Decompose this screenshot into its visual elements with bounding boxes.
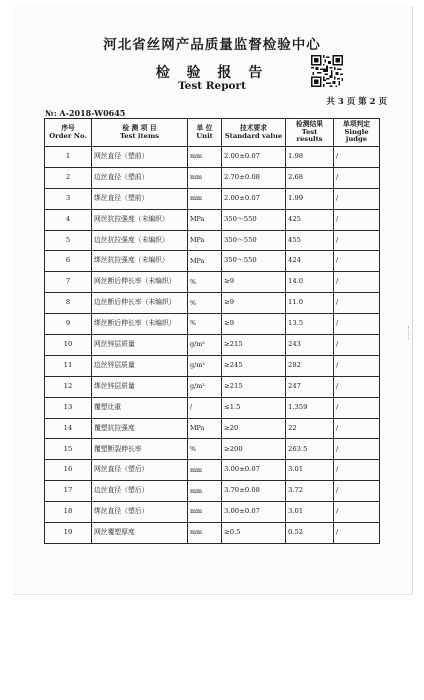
column-header-order-no: [45, 119, 92, 147]
test-result-cell: 263.5: [286, 439, 334, 460]
test-result-cell: 11.0: [286, 293, 334, 314]
single-judge-cell: /: [334, 251, 380, 272]
header-en: Test results: [296, 127, 323, 144]
unit-cell: mm: [188, 481, 222, 502]
test-item-cell: 网丝直径（塑后）: [92, 460, 188, 481]
header-en: Unit: [196, 131, 213, 140]
standard-value-cell: 350～550: [222, 251, 286, 272]
test-item-cell: 边丝直径（塑前）: [92, 167, 188, 188]
header-cn: 序号: [61, 123, 75, 132]
test-result-cell: 2.68: [286, 167, 334, 188]
single-judge-cell: /: [334, 376, 380, 397]
unit-cell: mm: [188, 502, 222, 523]
column-header-single-judge: [334, 119, 380, 147]
order-no-cell: 7: [45, 272, 92, 293]
order-no-cell: 1: [45, 147, 92, 168]
test-item-cell: 绑丝抗拉强度（未编织）: [92, 251, 188, 272]
order-no-cell: 4: [45, 209, 92, 230]
test-result-cell: 247: [286, 376, 334, 397]
single-judge-cell: /: [334, 314, 380, 335]
test-result-cell: 3.72: [286, 481, 334, 502]
test-result-cell: 0.52: [286, 523, 334, 544]
standard-value-cell: 2.00±0.07: [222, 147, 286, 168]
single-judge-cell: /: [334, 209, 380, 230]
test-result-cell: 424: [286, 251, 334, 272]
test-result-cell: 22: [286, 418, 334, 439]
table-row: [45, 272, 380, 293]
unit-cell: mm: [188, 167, 222, 188]
order-no-cell: 13: [45, 397, 92, 418]
single-judge-cell: /: [334, 188, 380, 209]
unit-cell: mm: [188, 523, 222, 544]
table-row: [45, 502, 380, 523]
unit-cell: %: [188, 439, 222, 460]
standard-value-cell: 350～550: [222, 230, 286, 251]
standard-value-cell: ≥9: [222, 314, 286, 335]
unit-cell: MPa: [188, 418, 222, 439]
table-row: [45, 188, 380, 209]
standard-value-cell: 350～550: [222, 209, 286, 230]
scan-mark: [408, 326, 412, 340]
page-indicator: 共 3 页 第 2 页: [326, 97, 387, 107]
test-item-cell: 边丝断后伸长率（未编织）: [92, 293, 188, 314]
standard-value-cell: 3.00±0.07: [222, 502, 286, 523]
table-row: [45, 167, 380, 188]
test-item-cell: 绑丝直径（塑前）: [92, 188, 188, 209]
standard-value-cell: ≥200: [222, 439, 286, 460]
standard-value-cell: 3.00±0.07: [222, 460, 286, 481]
test-result-cell: 3.01: [286, 502, 334, 523]
single-judge-cell: /: [334, 293, 380, 314]
test-result-cell: 14.0: [286, 272, 334, 293]
report-title-en: Test Report: [178, 80, 246, 92]
order-no-cell: 11: [45, 355, 92, 376]
single-judge-cell: /: [334, 147, 380, 168]
table-row: [45, 314, 380, 335]
single-judge-cell: /: [334, 460, 380, 481]
header-cn: 技术要求: [239, 123, 268, 132]
test-item-cell: 绑丝直径（塑后）: [92, 502, 188, 523]
single-judge-cell: /: [334, 397, 380, 418]
single-judge-cell: /: [334, 355, 380, 376]
standard-value-cell: ≥9: [222, 272, 286, 293]
unit-cell: MPa: [188, 251, 222, 272]
test-item-cell: 绑丝断后伸长率（未编织）: [92, 314, 188, 335]
order-no-cell: 18: [45, 502, 92, 523]
standard-value-cell: ≥20: [222, 418, 286, 439]
test-result-cell: 455: [286, 230, 334, 251]
single-judge-cell: /: [334, 439, 380, 460]
column-header-standard-value: [222, 119, 286, 147]
standard-value-cell: 2.70±0.08: [222, 167, 286, 188]
order-no-cell: 6: [45, 251, 92, 272]
test-item-cell: 边丝直径（塑后）: [92, 481, 188, 502]
table-row: [45, 147, 380, 168]
unit-cell: MPa: [188, 209, 222, 230]
column-header-test-results: [286, 119, 334, 147]
single-judge-cell: /: [334, 230, 380, 251]
table-row: [45, 523, 380, 544]
test-item-cell: 覆塑抗拉强度: [92, 418, 188, 439]
table-row: [45, 355, 380, 376]
single-judge-cell: /: [334, 418, 380, 439]
unit-cell: g/m²: [188, 355, 222, 376]
order-no-cell: 16: [45, 460, 92, 481]
unit-cell: mm: [188, 188, 222, 209]
single-judge-cell: /: [334, 167, 380, 188]
unit-cell: g/m²: [188, 335, 222, 356]
single-judge-cell: /: [334, 502, 380, 523]
table-row: [45, 481, 380, 502]
order-no-cell: 19: [45, 523, 92, 544]
standard-value-cell: ≤1.5: [222, 397, 286, 418]
column-header-test-items: [92, 119, 188, 147]
test-item-cell: 网丝抗拉强度（未编织）: [92, 209, 188, 230]
column-header-unit: [188, 119, 222, 147]
report-number: №: A-2018-W0645: [45, 108, 126, 118]
test-item-cell: 边丝抗拉强度（未编织）: [92, 230, 188, 251]
test-item-cell: 覆塑断裂伸长率: [92, 439, 188, 460]
test-result-cell: 243: [286, 335, 334, 356]
test-item-cell: 绑丝锌层质量: [92, 376, 188, 397]
header-en: Order No.: [49, 131, 87, 140]
table-row: [45, 460, 380, 481]
table-row: [45, 293, 380, 314]
single-judge-cell: /: [334, 335, 380, 356]
unit-cell: mm: [188, 460, 222, 481]
test-result-cell: 282: [286, 355, 334, 376]
table-header-row: [45, 119, 380, 147]
test-result-cell: 425: [286, 209, 334, 230]
table-row: [45, 439, 380, 460]
order-no-cell: 10: [45, 335, 92, 356]
standard-value-cell: ≥9: [222, 293, 286, 314]
unit-cell: %: [188, 293, 222, 314]
unit-cell: /: [188, 397, 222, 418]
test-result-cell: 1.99: [286, 188, 334, 209]
organization-name: 河北省丝网产品质量监督检验中心: [103, 37, 321, 53]
standard-value-cell: ≥215: [222, 335, 286, 356]
table-row: [45, 209, 380, 230]
header-cn: 检测结果: [295, 119, 324, 128]
unit-cell: mm: [188, 147, 222, 168]
test-result-cell: 1.359: [286, 397, 334, 418]
table-row: [45, 397, 380, 418]
test-item-cell: 网丝断后伸长率（未编织）: [92, 272, 188, 293]
standard-value-cell: ≥245: [222, 355, 286, 376]
test-item-cell: 边丝锌层质量: [92, 355, 188, 376]
table-row: [45, 376, 380, 397]
order-no-cell: 3: [45, 188, 92, 209]
unit-cell: %: [188, 272, 222, 293]
order-no-cell: 2: [45, 167, 92, 188]
qr-code-icon: [311, 55, 343, 87]
table-row: [45, 230, 380, 251]
table-row: [45, 418, 380, 439]
test-item-cell: 网丝覆塑厚度: [92, 523, 188, 544]
standard-value-cell: ≥215: [222, 376, 286, 397]
order-no-cell: 15: [45, 439, 92, 460]
table-row: [45, 251, 380, 272]
report-title-cn: 检 验 报 告: [155, 65, 269, 81]
order-no-cell: 14: [45, 418, 92, 439]
header-cn: 单 位: [196, 123, 213, 132]
order-no-cell: 12: [45, 376, 92, 397]
unit-cell: MPa: [188, 230, 222, 251]
table-row: [45, 335, 380, 356]
test-result-cell: 1.98: [286, 147, 334, 168]
test-item-cell: 覆塑比重: [92, 397, 188, 418]
test-item-cell: 网丝锌层质量: [92, 335, 188, 356]
header-en: Single judge: [344, 127, 369, 144]
unit-cell: g/m²: [188, 376, 222, 397]
order-no-cell: 17: [45, 481, 92, 502]
standard-value-cell: 2.00±0.07: [222, 188, 286, 209]
header-cn: 单项判定: [342, 119, 371, 128]
order-no-cell: 5: [45, 230, 92, 251]
test-results-table: [44, 118, 380, 544]
standard-value-cell: ≥0.5: [222, 523, 286, 544]
header-cn: 检 测 项 目: [122, 123, 157, 132]
order-no-cell: 9: [45, 314, 92, 335]
unit-cell: %: [188, 314, 222, 335]
single-judge-cell: /: [334, 272, 380, 293]
test-result-cell: 13.5: [286, 314, 334, 335]
header-en: Standard value: [224, 131, 283, 140]
test-item-cell: 网丝直径（塑前）: [92, 147, 188, 168]
standard-value-cell: 3.70±0.08: [222, 481, 286, 502]
order-no-cell: 8: [45, 293, 92, 314]
single-judge-cell: /: [334, 481, 380, 502]
single-judge-cell: /: [334, 523, 380, 544]
header-en: Test items: [120, 131, 159, 140]
test-result-cell: 3.01: [286, 460, 334, 481]
